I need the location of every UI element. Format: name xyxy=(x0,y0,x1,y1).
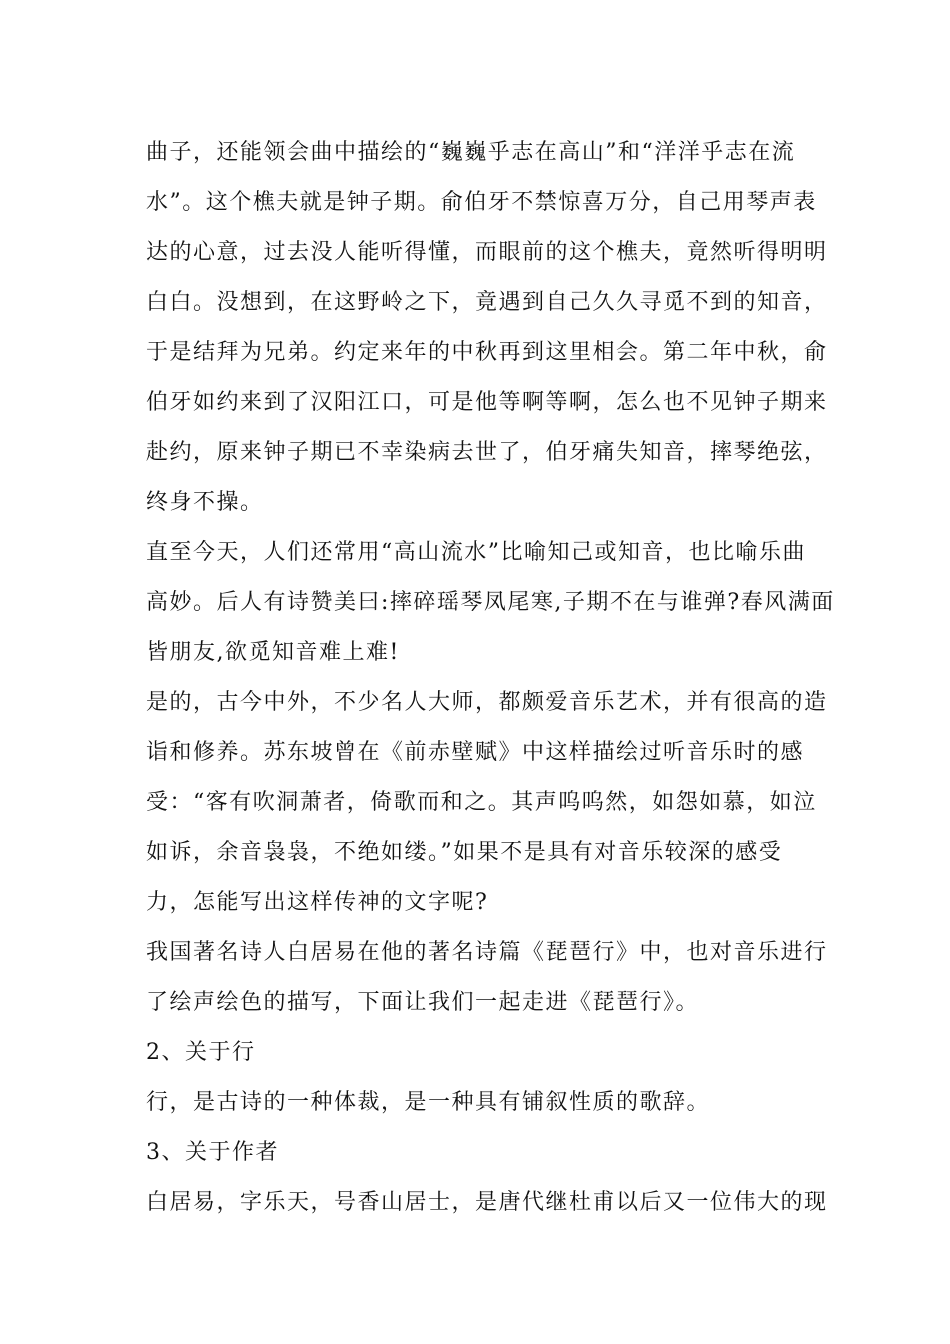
text-line: 是的，古今中外，不少名人大师，都颇爱音乐艺术，并有很高的造 xyxy=(146,690,828,715)
text-line: 皆朋友,欲觅知音难上难! xyxy=(146,640,400,665)
text-line: 直至今天，人们还常用“高山流水”比喻知己或知音，也比喻乐曲 xyxy=(146,540,806,565)
text-line: 赴约，原来钟子期已不幸染病去世了，伯牙痛失知音，摔琴绝弦， xyxy=(146,440,828,465)
text-line: 高妙。后人有诗赞美曰:摔碎瑶琴凤尾寒,子期不在与谁弹?春风满面 xyxy=(146,590,835,615)
text-line: 曲子，还能领会曲中描绘的“巍巍乎志在高山”和“洋洋乎志在流 xyxy=(146,140,796,165)
text-line: 白居易，字乐天，号香山居士，是唐代继杜甫以后又一位伟大的现 xyxy=(146,1190,828,1215)
text-line: 终身不操。 xyxy=(146,490,264,515)
text-line: 我国著名诗人白居易在他的著名诗篇《琵琶行》中，也对音乐进行 xyxy=(146,940,828,965)
text-line: 如诉，余音袅袅，不绝如缕。”如果不是具有对音乐较深的感受 xyxy=(146,840,783,865)
text-line: 于是结拜为兄弟。约定来年的中秋再到这里相会。第二年中秋，俞 xyxy=(146,340,828,365)
section-heading: 3、关于作者 xyxy=(146,1140,279,1165)
text-line: 白白。没想到，在这野岭之下，竟遇到自己久久寻觅不到的知音， xyxy=(146,290,828,315)
text-line: 受：“客有吹洞萧者，倚歌而和之。其声呜呜然，如怨如慕，如泣 xyxy=(146,790,817,815)
text-line: 行，是古诗的一种体裁，是一种具有铺叙性质的歌辞。 xyxy=(146,1090,711,1115)
text-line: 了绘声绘色的描写，下面让我们一起走进《琵琶行》。 xyxy=(146,990,700,1015)
text-line: 达的心意，过去没人能听得懂，而眼前的这个樵夫，竟然听得明明 xyxy=(146,240,828,265)
text-line: 水”。这个樵夫就是钟子期。俞伯牙不禁惊喜万分，自己用琴声表 xyxy=(146,190,817,215)
text-line: 诣和修养。苏东坡曾在《前赤壁赋》中这样描绘过听音乐时的感 xyxy=(146,740,805,765)
text-line: 力，怎能写出这样传神的文字呢? xyxy=(146,890,489,915)
section-heading: 2、关于行 xyxy=(146,1040,256,1065)
text-line: 伯牙如约来到了汉阳江口，可是他等啊等啊，怎么也不见钟子期来 xyxy=(146,390,828,415)
document-body xyxy=(146,128,835,1228)
